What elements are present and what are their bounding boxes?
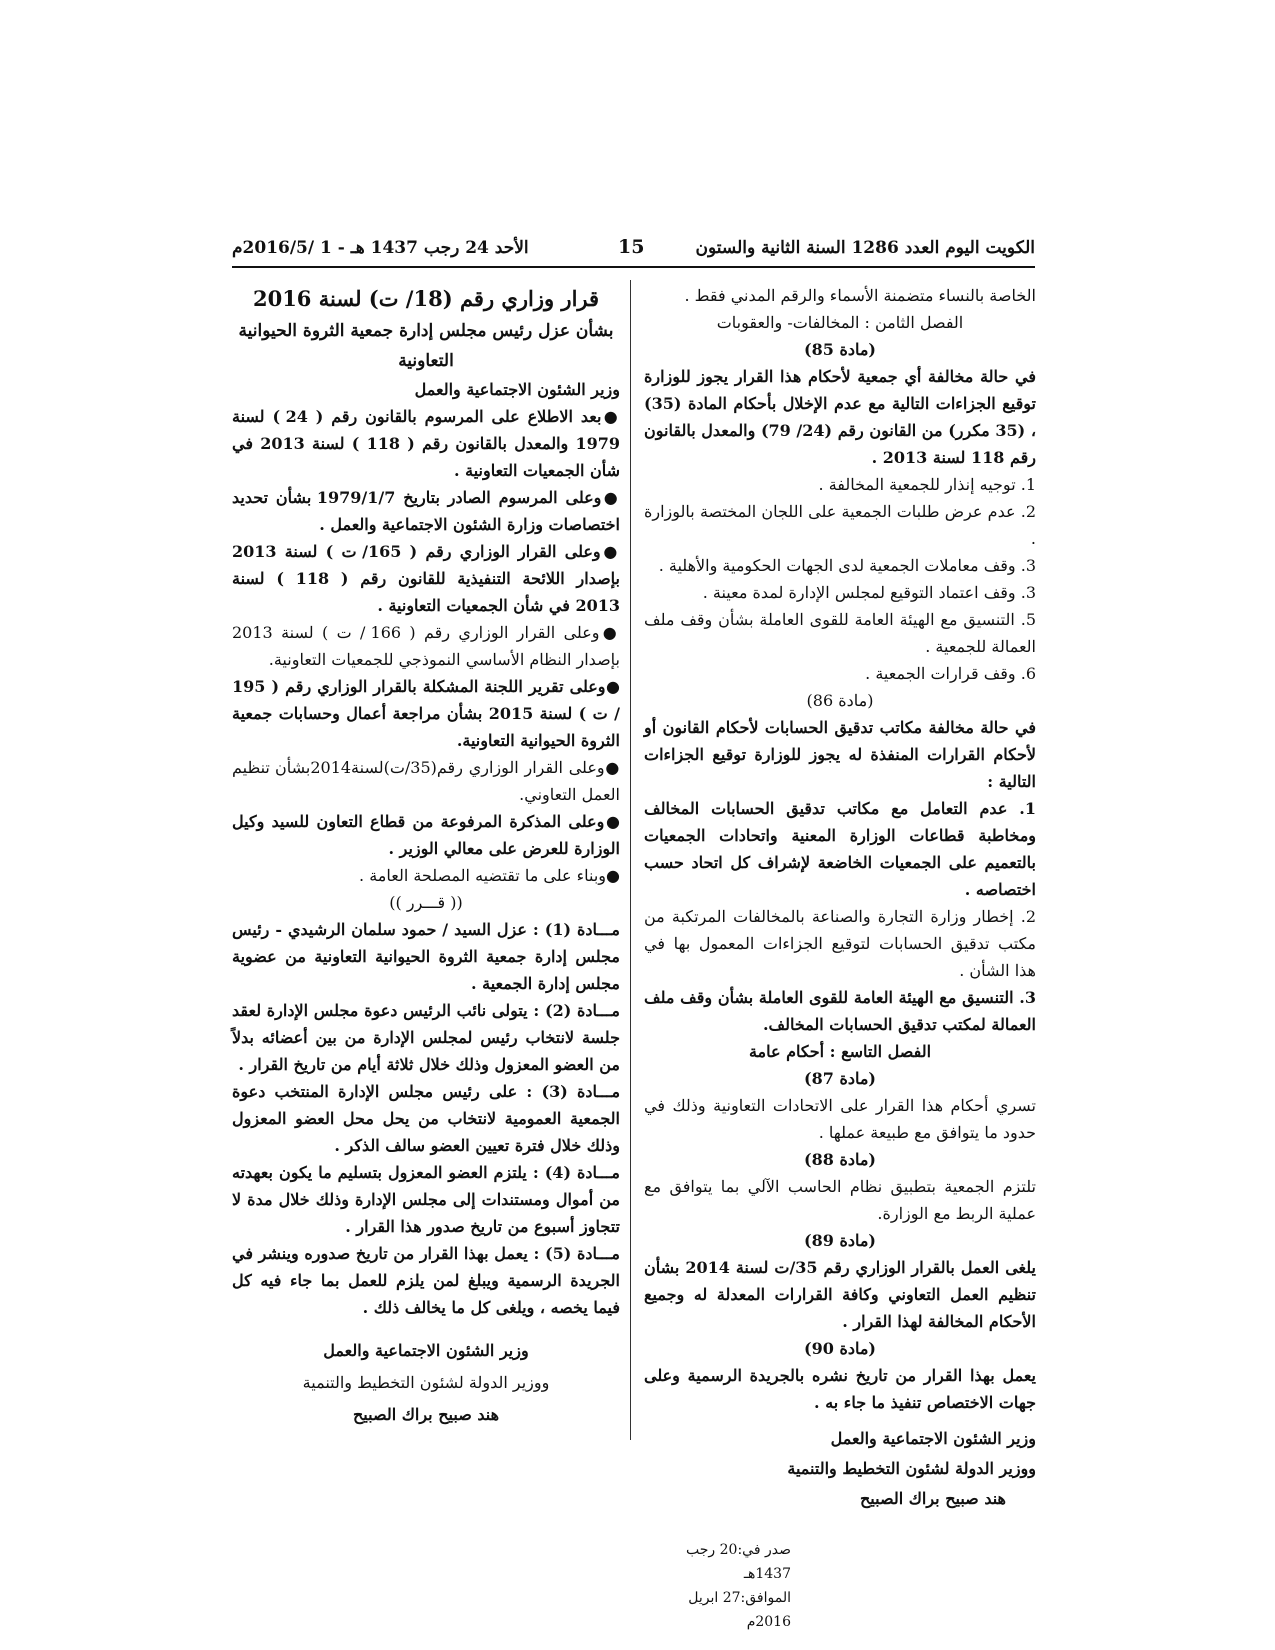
list-item: 6. وقف قرارات الجمعية . [865,664,1036,683]
header-date: الأحد 24 رجب 1437 هـ - 1 /2016/5م [232,238,529,258]
signature-title: وزير الشئون الاجتماعية والعمل [830,1429,1036,1448]
list-item: 5. التنسيق مع الهيئة العامة للقوى العاملة بشأن وقف ملف العمالة للجمعية . [644,610,1036,656]
article-heading: (مادة 88) [804,1150,876,1169]
corresponding-date: الموافق:27 ابريل 2016م [688,1590,791,1630]
signature-block [644,1424,1036,1514]
list-item: 3. وقف اعتماد التوقيع لمجلس الإدارة لمدة معينة . [702,583,1036,602]
chapter-heading: الفصل التاسع : أحكام عامة [748,1042,932,1061]
decision-heading: (( قـــرر )) [389,893,463,912]
article-text: في حالة مخالفة مكاتب تدقيق الحسابات لأحكام القانون أو لأحكام القرارات المنفذة له يجوز للوزارة توقيع الجزاءات التالية : [644,718,1036,791]
article-heading: (مادة 87) [804,1069,876,1088]
preamble-item: ●وعلى تقرير اللجنة المشكلة بالقرار الوزاري رقم ( 195 / ت ) لسنة 2015 بشأن مراجعة أعمال وحسابات جمعية الثروة الحيوانية التعاونية. [232,677,621,750]
page-number: 15 [618,236,645,258]
list-item: 1. عدم التعامل مع مكاتب تدقيق الحسابات المخالف ومخاطبة قطاعات الوزارة المعنية واتحادات الجمعيات بالتعميم على الجمعيات الخاضعة لإشراف كل اتحاد حسب اختصاصه . [644,799,1036,899]
decree-title: قرار وزاري رقم (18/ ت) لسنة 2016 [252,286,600,311]
header-rule [232,266,1035,268]
article-heading: (مادة 90) [804,1339,876,1358]
issuer: وزير الشئون الاجتماعية والعمل [414,380,620,399]
article-text: في حالة مخالفة أي جمعية لأحكام هذا القرار يجوز للوزارة توقيع الجزاءات التالية مع عدم الإخلال بأحكام المادة (35) ، (35 مكرر) من القانون رقم (24/ 79) والمعدل بالقانون رقم 118 لسنة 2013 . [644,367,1037,467]
list-item: 2. إخطار وزارة التجارة والصناعة بالمخالفات المرتكبة من مكتب تدقيق الحسابات لتوقيع الجزاءات المعمول بها في هذا الشأن . [644,907,1036,980]
publication-info: الكويت اليوم العدد 1286 السنة الثانية والستون [695,238,1035,258]
preamble-item: ●وعلى القرار الوزاري رقم(35/ت)لسنة2014بشأن تنظيم العمل التعاوني. [232,758,620,804]
decree-subtitle: بشأن عزل رئيس مجلس إدارة جمعية الثروة الحيوانية التعاونية [238,321,614,371]
signature-title: ووزير الدولة لشئون التخطيط والتنمية [787,1459,1036,1478]
signature-block [232,1335,620,1431]
issue-date-block [644,1538,1036,1634]
article-heading: (مادة 85) [804,340,876,359]
list-item: 3. وقف معاملات الجمعية لدى الجهات الحكومية والأهلية . [658,556,1036,575]
right-column [644,282,1036,1634]
signature-title: ووزير الدولة لشئون التخطيط والتنمية [302,1373,550,1392]
article-text: تسري أحكام هذا القرار على الاتحادات التعاونية وذلك في حدود ما يتوافق مع طبيعة عملها . [644,1096,1036,1142]
paragraph: الخاصة بالنساء متضمنة الأسماء والرقم المدني فقط . [684,286,1036,305]
article-text: مـــادة (1) : عزل السيد / حمود سلمان الرشيدي - رئيس مجلس إدارة جمعية الثروة الحيوانية التعاونية من عضوية مجلس إدارة الجمعية . [232,920,621,993]
article-heading: (مادة 86) [806,691,874,710]
page-header [232,236,1035,266]
article-text: مـــادة (3) : على رئيس مجلس الإدارة المنتخب دعوة الجمعية العمومية لانتخاب من يحل محل العضو المعزول وذلك خلال فترة تعيين العضو سالف الذكر . [232,1082,621,1155]
preamble-item: ●وعلى المذكرة المرفوعة من قطاع التعاون للسيد وكيل الوزارة للعرض على معالي الوزير . [232,812,620,858]
preamble-item: ●وعلى المرسوم الصادر بتاريخ 1979/1/7 بشأن تحديد اختصاصات وزارة الشئون الاجتماعية والعمل . [232,488,620,534]
preamble-item: ●وعلى القرار الوزاري رقم ( 166 / ت ) لسنة 2013 بإصدار النظام الأساسي النموذجي للجمعيات التعاونية. [232,623,620,669]
list-item: 2. عدم عرض طلبات الجمعية على اللجان المختصة بالوزارة . [644,502,1036,548]
chapter-heading: الفصل الثامن : المخالفات- والعقوبات [716,313,964,332]
article-text: يلغى العمل بالقرار الوزاري رقم 35/ت لسنة 2014 بشأن تنظيم العمل التعاوني وكافة القرارات المعدلة له وجميع الأحكام المخالفة لهذا القرار . [644,1258,1037,1331]
list-item: 1. توجيه إنذار للجمعية المخالفة . [818,475,1036,494]
issue-date: صدر في:20 رجب 1437هـ [686,1542,791,1582]
article-text: يعمل بهذا القرار من تاريخ نشره بالجريدة الرسمية وعلى جهات الاختصاص تنفيذ ما جاء به . [644,1366,1036,1412]
article-text: مـــادة (4) : يلتزم العضو المعزول بتسليم ما يكون بعهدته من أموال ومستندات إلى مجلس الإدارة وذلك خلال مدة لا تتجاوز أسبوع من تاريخ صدور هذا القرار . [232,1163,620,1236]
preamble-item: ●بعد الاطلاع على المرسوم بالقانون رقم ( 24 ) لسنة 1979 والمعدل بالقانون رقم ( 118 ) لسنة 2013 في شأن الجمعيات التعاونية . [232,407,621,480]
preamble-item: ●وعلى القرار الوزاري رقم ( 165/ ت ) لسنة 2013 بإصدار اللائحة التنفيذية للقانون رقم ( 118 ) لسنة 2013 في شأن الجمعيات التعاونية . [232,542,621,615]
column-divider [630,280,631,1440]
article-text: مـــادة (5) : يعمل بهذا القرار من تاريخ صدوره وينشر في الجريدة الرسمية ويبلغ لمن يلزم للعمل بما جاء فيه كل فيما يخصه ، ويلغى كل ما يخالف ذلك . [232,1244,621,1317]
list-item: 3. التنسيق مع الهيئة العامة للقوى العاملة بشأن وقف ملف العمالة لمكتب تدقيق الحسابات المخالف. [644,988,1036,1034]
signature-name: هند صبيح براك الصبيح [859,1489,1006,1508]
article-heading: (مادة 89) [804,1231,876,1250]
article-text: تلتزم الجمعية بتطبيق نظام الحاسب الآلي بما يتوافق مع عملية الربط مع الوزارة. [644,1177,1036,1223]
left-column [232,282,620,1431]
preamble-item: ●وبناء على ما تقتضيه المصلحة العامة . [359,866,620,885]
signature-name: هند صبيح براك الصبيح [352,1405,500,1424]
signature-title: وزير الشئون الاجتماعية والعمل [323,1341,529,1360]
article-text: مـــادة (2) : يتولى نائب الرئيس دعوة مجلس الإدارة لعقد جلسة لانتخاب رئيس لمجلس الإدارة من بين أعضائه بدلاً من العضو المعزول وذلك خلال ثلاثة أيام من تاريخ القرار . [232,1001,621,1074]
